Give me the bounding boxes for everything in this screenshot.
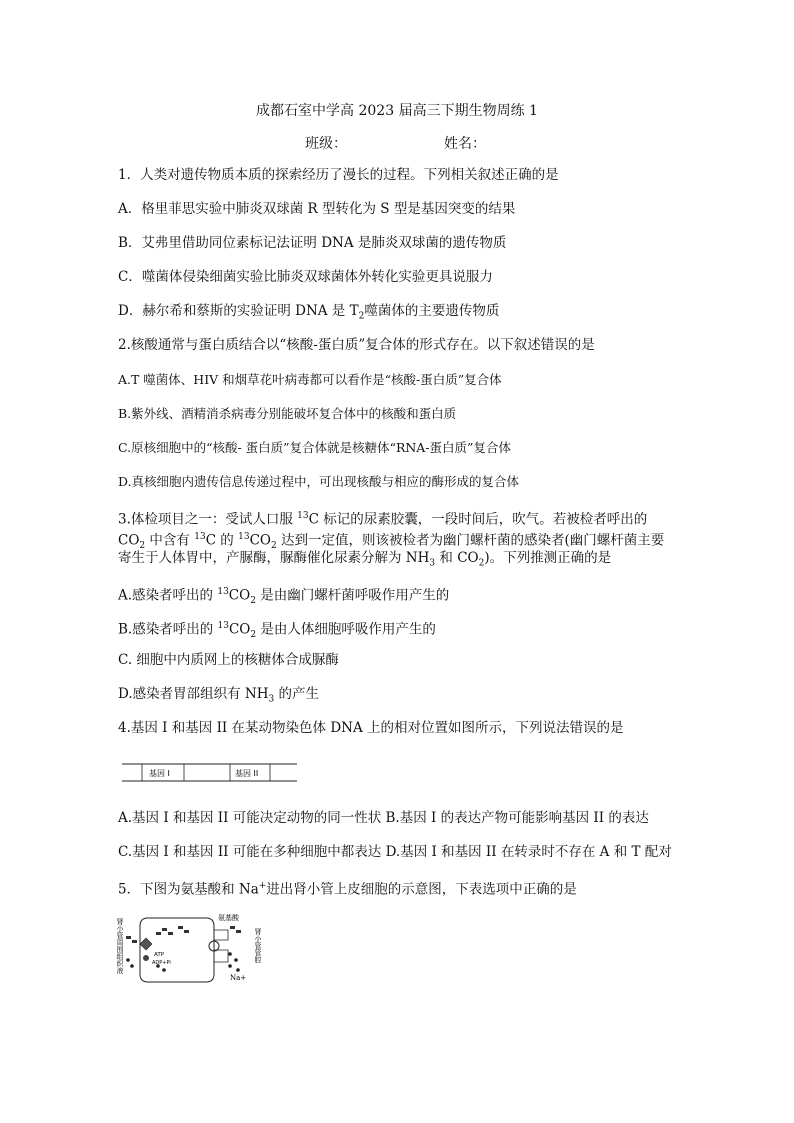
atp-label: ATP xyxy=(154,952,165,958)
chromosome-gene-diagram xyxy=(122,760,297,786)
q1-option-b: B．艾弗里借助同位素标记法证明 DNA 是肺炎双球菌的遗传物质 xyxy=(118,235,507,251)
gene-1-label: 基因 I xyxy=(149,769,170,778)
q2-option-c: C.原核细胞中的“核酸- 蛋白质”复合体就是核糖体“RNA-蛋白质”复合体 xyxy=(118,440,511,455)
name-label: 姓名： xyxy=(444,136,486,152)
q3-line-3: 寄生于人体胃中，产脲酶，脲酶催化尿素分解为 $NH_3$ 和 $CO_2$)。下列推测正确的是 xyxy=(118,550,612,569)
q4-options-cd: C.基因 I 和基因 II 可能在多种细胞中都表达 D.基因 I 和基因 II 在转录时不存在 A 和 T 配对 xyxy=(118,844,672,860)
q3-line-1: 3.体检项目之一：受试人口服 $^{13}$C 标记的尿素胶囊，一段时间后，吹气。若被检者呼出的 xyxy=(118,511,648,528)
q2-option-d: D.真核细胞内遗传信息传递过程中，可出现核酸与相应的酶形成的复合体 xyxy=(118,474,520,489)
q3-line-2: $CO_2$ 中含有 $^{13}$C 的 $^{13}CO_2$ 达到一定值，则该被检者为幽门螺杆菌的感染者(幽门螺杆菌主要 xyxy=(118,532,665,552)
q1-stem: 1．人类对遗传物质本质的探索经历了漫长的过程。下列相关叙述正确的是 xyxy=(118,167,559,183)
q1-option-d: D．赫尔希和蔡斯的实验证明 DNA 是 $T_2$噬菌体的主要遗传物质 xyxy=(118,303,500,322)
q3-option-a: A.感染者呼出的 $^{13}CO_2$ 是由幽门螺杆菌呼吸作用产生的 xyxy=(118,587,450,607)
amino-acid-label: 氨基酸 xyxy=(218,914,239,922)
q4-options-ab: A.基因 I 和基因 II 可能决定动物的同一性状 B.基因 I 的表达产物可能影响基因 II 的表达 xyxy=(118,810,649,826)
q2-stem: 2.核酸通常与蛋白质结合以“核酸-蛋白质”复合体的形式存在。以下叙述错误的是 xyxy=(118,337,595,353)
kidney-tubule-cell-diagram xyxy=(118,910,270,990)
adp-label: ADP+Pi xyxy=(152,960,171,966)
q1-option-a: A．格里菲思实验中肺炎双球菌 R 型转化为 S 型是基因突变的结果 xyxy=(118,201,516,217)
class-label: 班级： xyxy=(305,136,347,152)
q3-option-d: D.感染者胃部组织有 $NH_3$ 的产生 xyxy=(118,686,320,705)
q5-stem: 5．下图为氨基酸和 Na+进出肾小管上皮细胞的示意图，下表选项中正确的是 xyxy=(118,881,577,898)
q2-option-a: A.T 噬菌体、HIV 和烟草花叶病毒都可以看作是“核酸-蛋白质”复合体 xyxy=(118,372,502,387)
q4-stem: 4.基因 I 和基因 II 在某动物染色体 DNA 上的相对位置如图所示，下列说法错误的是 xyxy=(118,720,624,736)
q1-option-c: C．噬菌体侵染细菌实验比肺炎双球菌体外转化实验更具说服力 xyxy=(118,269,493,285)
gene-2-label: 基因 II xyxy=(235,769,259,778)
q3-option-c: C. 细胞中内质网上的核糖体合成脲酶 xyxy=(118,652,339,668)
na-ion-label: Na+ xyxy=(230,974,247,982)
interstitial-fluid-label: 肾小管周围组织液 xyxy=(116,918,124,974)
page-title: 成都石室中学高 2023 届高三下期生物周练 1 xyxy=(256,103,538,119)
q3-option-b: B.感染者呼出的 $^{13}CO_2$ 是由人体细胞呼吸作用产生的 xyxy=(118,621,436,641)
q2-option-b: B.紫外线、酒精消杀病毒分别能破坏复合体中的核酸和蛋白质 xyxy=(118,406,457,421)
tubule-lumen-label: 肾小管管腔 xyxy=(254,928,262,963)
